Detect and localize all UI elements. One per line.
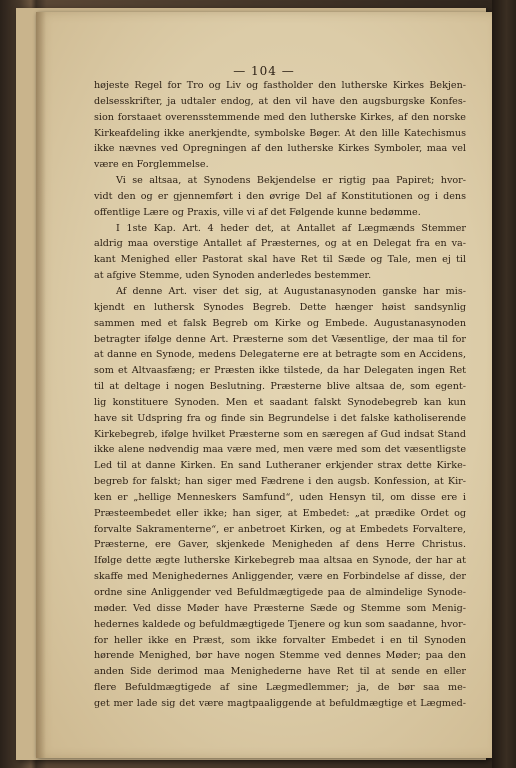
text-line: Led til at danne Kirken. En sand Lutheraner erkjender strax dette Kirke- bbox=[94, 460, 466, 472]
text-line: Præsterne, ere Gaver, skjenkede Menigheden af dens Herre Christus. bbox=[94, 539, 466, 551]
text-line: være en Forglemmelse. bbox=[94, 159, 209, 171]
text-line: vidt den og er gjennemført i den øvrige Del af Konstitutionen og i dens bbox=[94, 190, 466, 202]
text-line: møder. Ved disse Møder have Præsterne Sæde og Stemme som Menig- bbox=[94, 602, 466, 614]
text-line: offentlige Lære og Praxis, ville vi af det Følgende kunne bedømme. bbox=[94, 206, 421, 218]
text-line: forvalte Sakramenterne“, er anbetroet Kirken, og at Embedets Forvaltere, bbox=[94, 523, 466, 535]
scan-right-edge bbox=[492, 0, 516, 768]
text-line: flere Befuldmægtigede af sine Lægmedlemmer; ja, de bør saa me- bbox=[94, 682, 466, 694]
text-line: at afgive Stemme, uden Synoden anderledes bestemmer. bbox=[94, 270, 372, 282]
body-text bbox=[94, 78, 466, 712]
text-line: Vi se altsaa, at Synodens Bekjendelse er rigtig paa Papiret; hvor- bbox=[116, 175, 466, 187]
text-line: til at deltage i nogen Beslutning. Præsterne blive altsaa de, som egent- bbox=[94, 381, 466, 393]
text-line: ikke alene nødvendig maa være med, men være med som det væsentligste bbox=[94, 444, 466, 456]
text-line: sammen med et falsk Begreb om Kirke og Embede. Augustanasynoden bbox=[94, 317, 466, 329]
text-line: skaffe med Menighedernes Anliggender, være en Forbindelse af disse, der bbox=[94, 571, 466, 583]
text-line: hedernes kaldede og befuldmægtigede Tjenere og kun som saadanne, hvor- bbox=[94, 618, 466, 630]
text-line: kjendt en luthersk Synodes Begreb. Dette hænger høist sandsynlig bbox=[94, 301, 466, 313]
text-line: kant Menighed eller Pastorat skal have Ret til Sæde og Tale, men ej til bbox=[94, 254, 466, 266]
text-line: at danne en Synode, medens Delegaterne ere at betragte som en Accidens, bbox=[94, 349, 466, 361]
page-gutter-shadow bbox=[36, 12, 46, 758]
text-line: begreb for falskt; han siger med Fædrene i den augsb. Konfession, at Kir- bbox=[94, 476, 466, 488]
text-line: Kirkeafdeling ikke anerkjendte, symbolske Bøger. At den lille Katechismus bbox=[94, 127, 466, 139]
text-line: lig konstituere Synoden. Men et saadant falskt Synodebegreb kan kun bbox=[94, 396, 466, 408]
text-line: hørende Menighed, bør have nogen Stemme ved dennes Møder; paa den bbox=[94, 650, 466, 662]
text-line: anden Side derimod maa Menighederne have Ret til at sende en eller bbox=[94, 666, 466, 678]
text-line: aldrig maa overstige Antallet af Præsternes, og at en Delegat fra en va- bbox=[94, 238, 466, 250]
text-line: ken er „hellige Menneskers Samfund“, uden Hensyn til, om disse ere i bbox=[94, 491, 466, 503]
text-line: get mer lade sig det være magtpaaliggende at befuldmægtige et Lægmed- bbox=[94, 697, 466, 709]
text-line: ordne sine Anliggender ved Befuldmægtigede paa de almindelige Synode- bbox=[94, 587, 466, 598]
text-line: Kirkebegreb, ifølge hvilket Præsterne som en særegen af Gud indsat Stand bbox=[94, 428, 466, 440]
page-number: — 104 — bbox=[233, 64, 295, 78]
text-line: Af denne Art. viser det sig, at Augustanasynoden ganske har mis- bbox=[116, 285, 466, 297]
text-line: Præsteembedet eller ikke; han siger, at Embedet: „at prædike Ordet og bbox=[94, 507, 466, 519]
text-line: Ifølge dette ægte lutherske Kirkebegreb maa altsaa en Synode, der har at bbox=[94, 555, 466, 567]
text-line: for heller ikke en Præst, som ikke forvalter Embedet i en til Synoden bbox=[94, 634, 466, 646]
text-line: I 1ste Kap. Art. 4 heder det, at Antallet af Lægmænds Stemmer bbox=[116, 222, 466, 234]
text-line: betragter ifølge denne Art. Præsterne som det Væsentlige, der maa til for bbox=[94, 333, 466, 345]
text-line: højeste Regel for Tro og Liv og fastholder den lutherske Kirkes Bekjen- bbox=[94, 80, 466, 91]
text-line: sion forstaaet overensstemmende med den lutherske Kirkes, af den norske bbox=[94, 111, 466, 123]
text-line: have sit Udspring fra og finde sin Begrundelse i det falske katholiserende bbox=[94, 412, 466, 424]
text-line: ikke nævnes ved Opregningen af den lutherske Kirkes Symboler, maa vel bbox=[94, 143, 466, 155]
text-line: delsesskrifter, ja udtaler endog, at den vil have den augsburgske Konfes- bbox=[94, 95, 466, 107]
text-line: som et Altvaasfæng; er Præsten ikke tilstede, da har Delegaten ingen Ret bbox=[94, 365, 466, 377]
